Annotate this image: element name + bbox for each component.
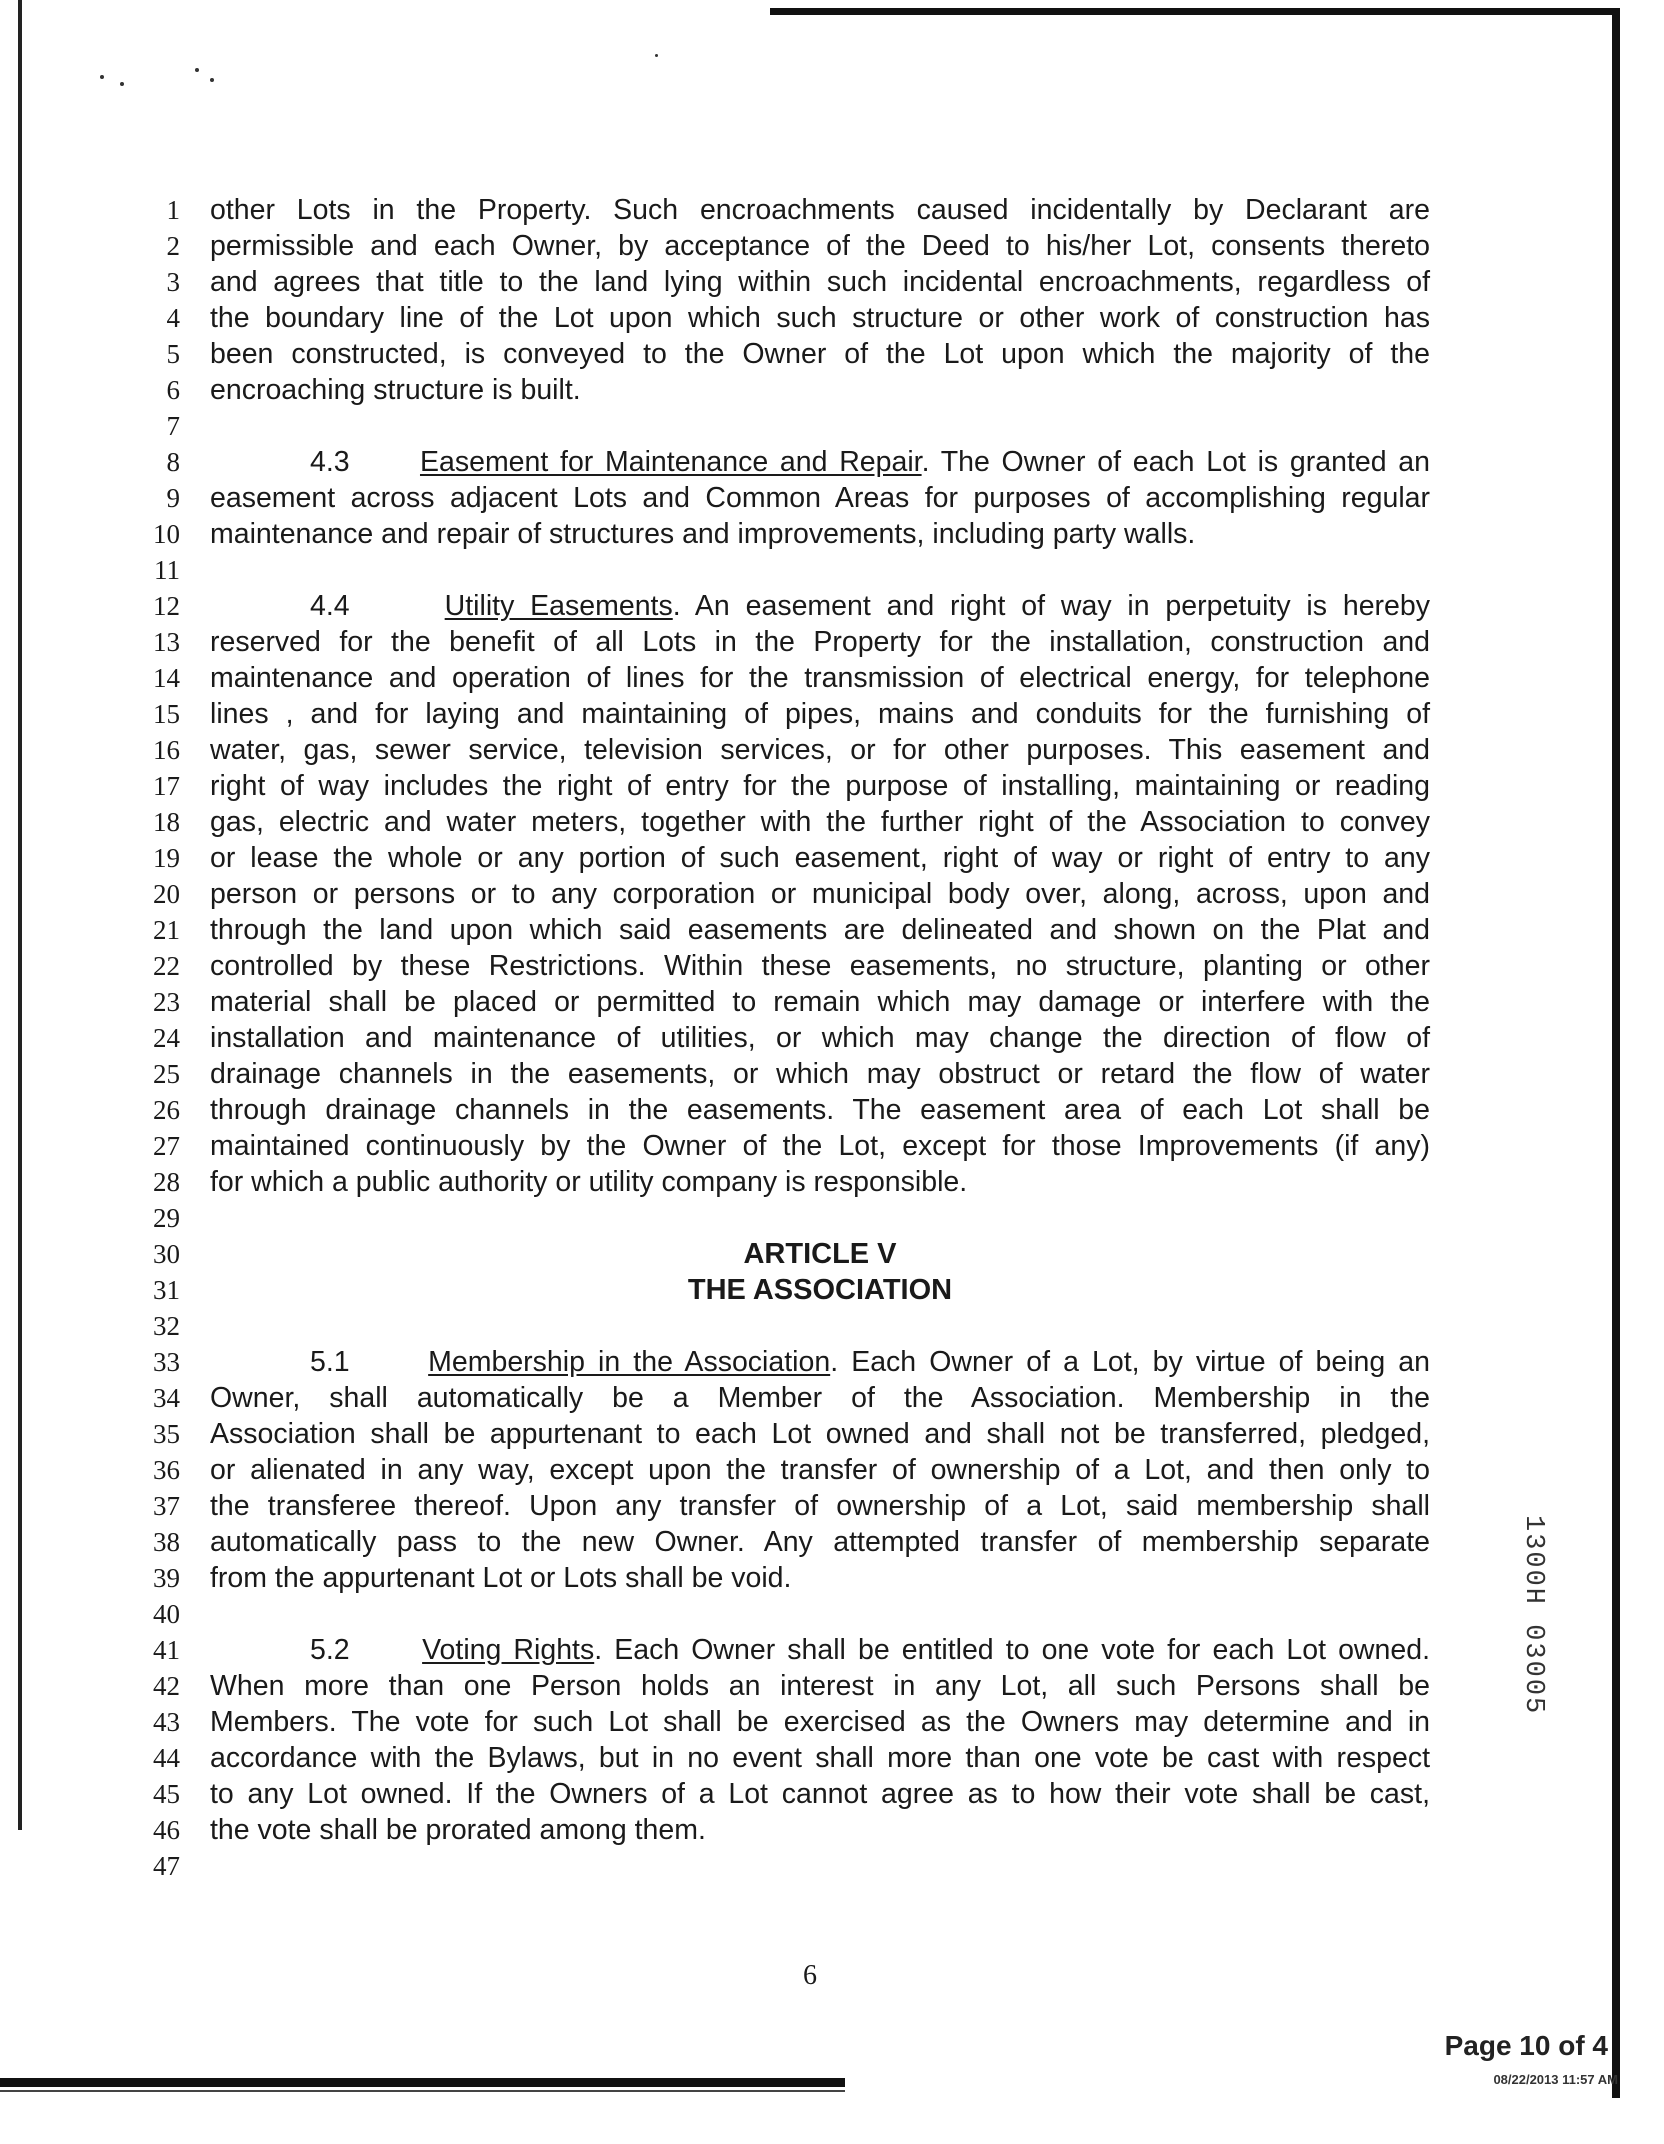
line-number: 41 [153, 1635, 180, 1665]
line-number: 26 [153, 1095, 180, 1125]
article-number: ARTICLE V [743, 1238, 897, 1270]
line-number: 45 [153, 1779, 180, 1809]
text-line: the vote shall be prorated among them. [210, 1814, 706, 1846]
line-number: 12 [153, 591, 180, 621]
line-number: 7 [166, 411, 180, 441]
scan-border-bottom-thin [0, 2090, 845, 2092]
line-number: 4 [166, 303, 180, 333]
text-line: for which a public authority or utility company is responsible. [210, 1166, 968, 1198]
line-number: 44 [153, 1743, 180, 1773]
text-line: automatically pass to the new Owner. Any attempted transfer of membership separate [210, 1526, 1430, 1558]
section-5-1-first-line [210, 1344, 1430, 1380]
line-number: 23 [153, 987, 180, 1017]
text-line: or alienated in any way, except upon the transfer of ownership of a Lot, and then only to [210, 1454, 1430, 1486]
scan-border-top [770, 8, 1618, 15]
page-count-stamp: Page 10 of 4 [1444, 2030, 1608, 2061]
text-line: installation and maintenance of utilities, or which may change the direction of flow of [210, 1022, 1430, 1054]
text-line: the boundary line of the Lot upon which such structure or other work of construction has [210, 302, 1430, 334]
scan-speck [655, 54, 658, 57]
text-line: the transferee thereof. Upon any transfer of ownership of a Lot, said membership shall [210, 1490, 1430, 1522]
page-number: 6 [803, 1960, 817, 1991]
scan-speck [120, 82, 124, 86]
text-line: easement across adjacent Lots and Common Areas for purposes of accomplishing regular [210, 482, 1430, 514]
line-number: 19 [153, 843, 180, 873]
stamp-datetime: 08/22/2013 11:57 AM [1493, 2072, 1618, 2087]
line-number: 30 [153, 1239, 180, 1269]
text-line: reserved for the benefit of all Lots in the Property for the installation, construction and [210, 626, 1430, 658]
text-line: through drainage channels in the easements. The easement area of each Lot shall be [210, 1094, 1430, 1126]
scan-speck [195, 68, 199, 72]
text-line: maintenance and operation of lines for the transmission of electrical energy, for telephone [210, 662, 1430, 694]
section-title: Easement for Maintenance and Repair [419, 446, 922, 478]
section-title: Utility Easements [444, 590, 673, 622]
line-number: 47 [153, 1851, 180, 1881]
section-5-2 [210, 1632, 1430, 1848]
line-number: 29 [153, 1203, 180, 1233]
text-line: accordance with the Bylaws, but in no event shall more than one vote be cast with respect [210, 1742, 1430, 1774]
text-line: When more than one Person holds an interest in any Lot, all such Persons shall be [210, 1670, 1430, 1702]
section-title: Membership in the Association [428, 1346, 831, 1378]
line-number: 38 [153, 1527, 180, 1557]
text-line: material shall be placed or permitted to remain which may damage or interfere with the [210, 986, 1430, 1018]
line-number: 42 [153, 1671, 180, 1701]
scan-border-bottom [0, 2078, 845, 2087]
line-number: 46 [153, 1815, 180, 1845]
text-line: or lease the whole or any portion of such easement, right of way or right of entry to any [210, 842, 1430, 874]
section-number: 5.2 [310, 1634, 350, 1666]
line-number: 2 [166, 231, 180, 261]
text-line: permissible and each Owner, by acceptance of the Deed to his/her Lot, consents thereto [210, 230, 1430, 262]
line-number: 33 [153, 1347, 180, 1377]
text-line: Members. The vote for such Lot shall be exercised as the Owners may determine and in [210, 1706, 1430, 1738]
section-4-3-first-line [210, 444, 1430, 480]
line-number: 17 [153, 771, 180, 801]
text-segment: . Each Owner shall be entitled to one vote for each Lot owned. [594, 1634, 1430, 1666]
section-4-3 [210, 444, 1430, 552]
section-number: 5.1 [310, 1346, 350, 1378]
line-number: 34 [153, 1383, 180, 1413]
line-number: 5 [166, 339, 180, 369]
line-number: 24 [153, 1023, 180, 1053]
text-segment: . Each Owner of a Lot, by virtue of being an [830, 1346, 1431, 1378]
section-number: 4.3 [310, 446, 350, 478]
section-4-4-first-line [210, 588, 1430, 624]
line-number: 6 [166, 375, 180, 405]
line-number: 21 [153, 915, 180, 945]
text-line: gas, electric and water meters, together with the further right of the Association to convey [210, 806, 1430, 838]
section-5-2-first-line [210, 1632, 1430, 1668]
line-number: 15 [153, 699, 180, 729]
text-line: drainage channels in the easements, or which may obstruct or retard the flow of water [210, 1058, 1430, 1090]
text-line: other Lots in the Property. Such encroachments caused incidentally by Declarant are [210, 194, 1430, 226]
text-line: maintained continuously by the Owner of the Lot, except for those Improvements (if any) [210, 1130, 1430, 1162]
text-segment: . The Owner of each Lot is granted an [921, 446, 1430, 478]
line-number: 28 [153, 1167, 180, 1197]
line-number: 8 [166, 447, 180, 477]
text-line: through the land upon which said easements are delineated and shown on the Plat and [210, 914, 1430, 946]
text-line: to any Lot owned. If the Owners of a Lot cannot agree as to how their vote shall be cast, [210, 1778, 1430, 1810]
line-number: 3 [166, 267, 180, 297]
line-number: 11 [154, 555, 180, 585]
line-number: 1 [166, 195, 180, 225]
line-number: 13 [153, 627, 180, 657]
line-number: 39 [153, 1563, 180, 1593]
line-numbers [120, 192, 180, 1884]
text-line: Owner, shall automatically be a Member of the Association. Membership in the [210, 1382, 1430, 1414]
scan-speck [210, 78, 214, 82]
line-number: 16 [153, 735, 180, 765]
recording-id: 1300H 03005 [1518, 1515, 1548, 1716]
paragraph-4-2-continued [210, 192, 1430, 408]
line-number: 35 [153, 1419, 180, 1449]
text-line: water, gas, sewer service, television services, or for other purposes. This easement and [210, 734, 1430, 766]
text-line: right of way includes the right of entry for the purpose of installing, maintaining or reading [210, 770, 1430, 802]
line-number: 37 [153, 1491, 180, 1521]
line-number: 32 [153, 1311, 180, 1341]
line-number: 27 [153, 1131, 180, 1161]
text-line: Association shall be appurtenant to each Lot owned and shall not be transferred, pledged, [210, 1418, 1430, 1450]
text-line: from the appurtenant Lot or Lots shall be void. [210, 1562, 792, 1594]
line-number: 18 [153, 807, 180, 837]
line-number: 22 [153, 951, 180, 981]
text-line: and agrees that title to the land lying within such incidental encroachments, regardless of [210, 266, 1430, 298]
scan-border-right [1612, 8, 1620, 2098]
line-number: 31 [153, 1275, 180, 1305]
text-line: lines , and for laying and maintaining of pipes, mains and conduits for the furnishing of [210, 698, 1430, 730]
text-line: encroaching structure is built. [210, 374, 581, 406]
text-line: controlled by these Restrictions. Within these easements, no structure, planting or other [210, 950, 1430, 982]
scan-border-left [18, 0, 22, 1830]
section-title: Voting Rights [422, 1634, 595, 1666]
section-number: 4.4 [310, 590, 350, 622]
line-number: 20 [153, 879, 180, 909]
line-number: 43 [153, 1707, 180, 1737]
text-line: been constructed, is conveyed to the Owner of the Lot upon which the majority of the [210, 338, 1430, 370]
line-number: 40 [153, 1599, 180, 1629]
line-number: 10 [153, 519, 180, 549]
article-title: THE ASSOCIATION [687, 1274, 953, 1306]
line-number: 36 [153, 1455, 180, 1485]
line-number: 14 [153, 663, 180, 693]
text-segment: . An easement and right of way in perpetuity is hereby [672, 590, 1430, 622]
text-line: maintenance and repair of structures and improvements, including party walls. [210, 518, 1196, 550]
text-line: person or persons or to any corporation or municipal body over, along, across, upon and [210, 878, 1430, 910]
scan-speck [100, 75, 104, 79]
section-5-1 [210, 1344, 1430, 1596]
line-number: 9 [166, 483, 180, 513]
section-4-4 [210, 588, 1430, 1200]
line-number: 25 [153, 1059, 180, 1089]
